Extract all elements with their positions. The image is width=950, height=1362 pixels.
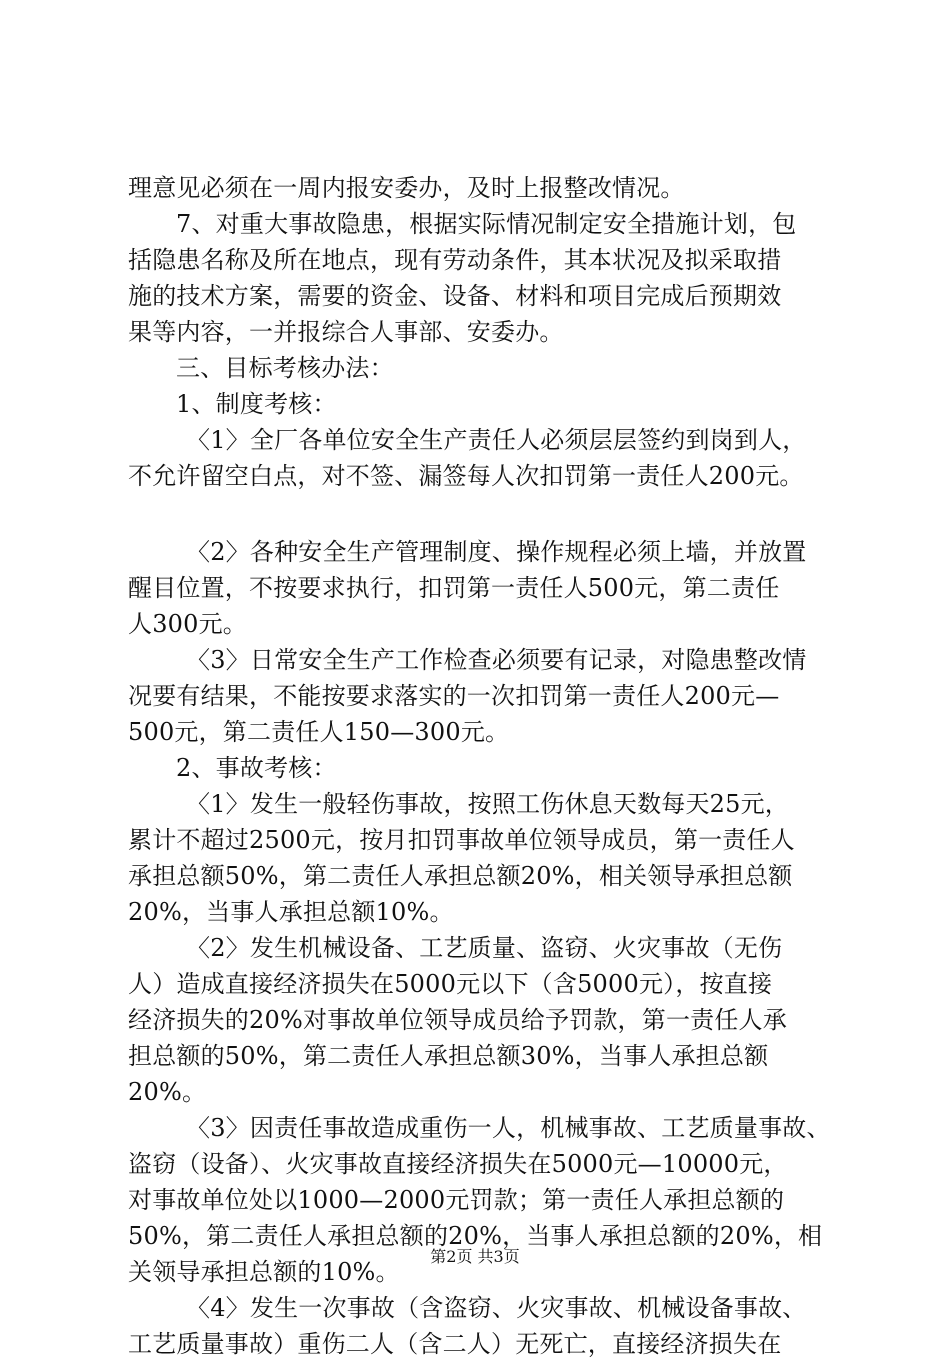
text-line: 〈2〉发生机械设备、工艺质量、盗窃、火灾事故（无伤	[186, 934, 783, 962]
text-line: 〈3〉日常安全生产工作检查必须要有记录，对隐患整改情	[186, 646, 807, 674]
subsection-heading: 2、事故考核：	[176, 754, 337, 782]
text-line: 经济损失的20%对事故单位领导成员给予罚款，第一责任人承	[128, 1006, 787, 1034]
document-body	[128, 170, 833, 1362]
text-line: 理意见必须在一周内报安委办，及时上报整改情况。	[128, 174, 685, 202]
text-line: 〈3〉因责任事故造成重伤一人，机械事故、工艺质量事故、	[186, 1114, 831, 1142]
text-line: 〈1〉全厂各单位安全生产责任人必须层层签约到岗到人，	[186, 426, 807, 454]
text-line: 500元，第二责任人150—300元。	[128, 718, 510, 746]
text-line: 施的技术方案，需要的资金、设备、材料和项目完成后预期效	[128, 282, 782, 310]
page-footer: 第2页 共3页	[430, 1247, 520, 1266]
text-line: 对事故单位处以1000—2000元罚款；第一责任人承担总额的	[128, 1186, 785, 1214]
text-line: 承担总额50%，第二责任人承担总额20%，相关领导承担总额	[128, 862, 793, 890]
text-line: 〈2〉各种安全生产管理制度、操作规程必须上墙，并放置	[186, 538, 807, 566]
text-line: 人300元。	[128, 610, 248, 638]
text-line: 〈4〉发生一次事故（含盗窃、火灾事故、机械设备事故、	[186, 1294, 807, 1322]
text-line: 〈1〉发生一般轻伤事故，按照工伤休息天数每天25元，	[186, 790, 790, 818]
text-line: 人）造成直接经济损失在5000元以下（含5000元），按直接	[128, 970, 773, 998]
subsection-heading: 1、制度考核：	[176, 390, 337, 418]
text-line: 20%，当事人承担总额10%。	[128, 898, 454, 926]
text-line: 工艺质量事故）重伤二人（含二人）无死亡，直接经济损失在	[128, 1330, 782, 1358]
text-line: 醒目位置，不按要求执行，扣罚第一责任人500元，第二责任	[128, 574, 780, 602]
text-line: 累计不超过2500元，按月扣罚事故单位领导成员，第一责任人	[128, 826, 795, 854]
text-line: 担总额的50%，第二责任人承担总额30%，当事人承担总额	[128, 1042, 769, 1070]
text-line: 关领导承担总额的10%。	[128, 1258, 400, 1286]
text-line: 不允许留空白点，对不签、漏签每人次扣罚第一责任人200元。	[128, 462, 804, 490]
text-line: 盗窃（设备）、火灾事故直接经济损失在5000元—10000元，	[128, 1150, 788, 1178]
text-line: 7、对重大事故隐患，根据实际情况制定安全措施计划，包	[176, 210, 797, 238]
text-line: 50%，第二责任人承担总额的20%，当事人承担总额的20%，相	[128, 1222, 823, 1250]
section-heading: 三、目标考核办法：	[176, 354, 394, 382]
paragraph-gap	[128, 494, 833, 534]
text-line: 括隐患名称及所在地点，现有劳动条件，其本状况及拟采取措	[128, 246, 782, 274]
text-line: 况要有结果，不能按要求落实的一次扣罚第一责任人200元—	[128, 682, 780, 710]
text-line: 果等内容，一并报综合人事部、安委办。	[128, 318, 564, 346]
text-line: 20%。	[128, 1078, 207, 1106]
